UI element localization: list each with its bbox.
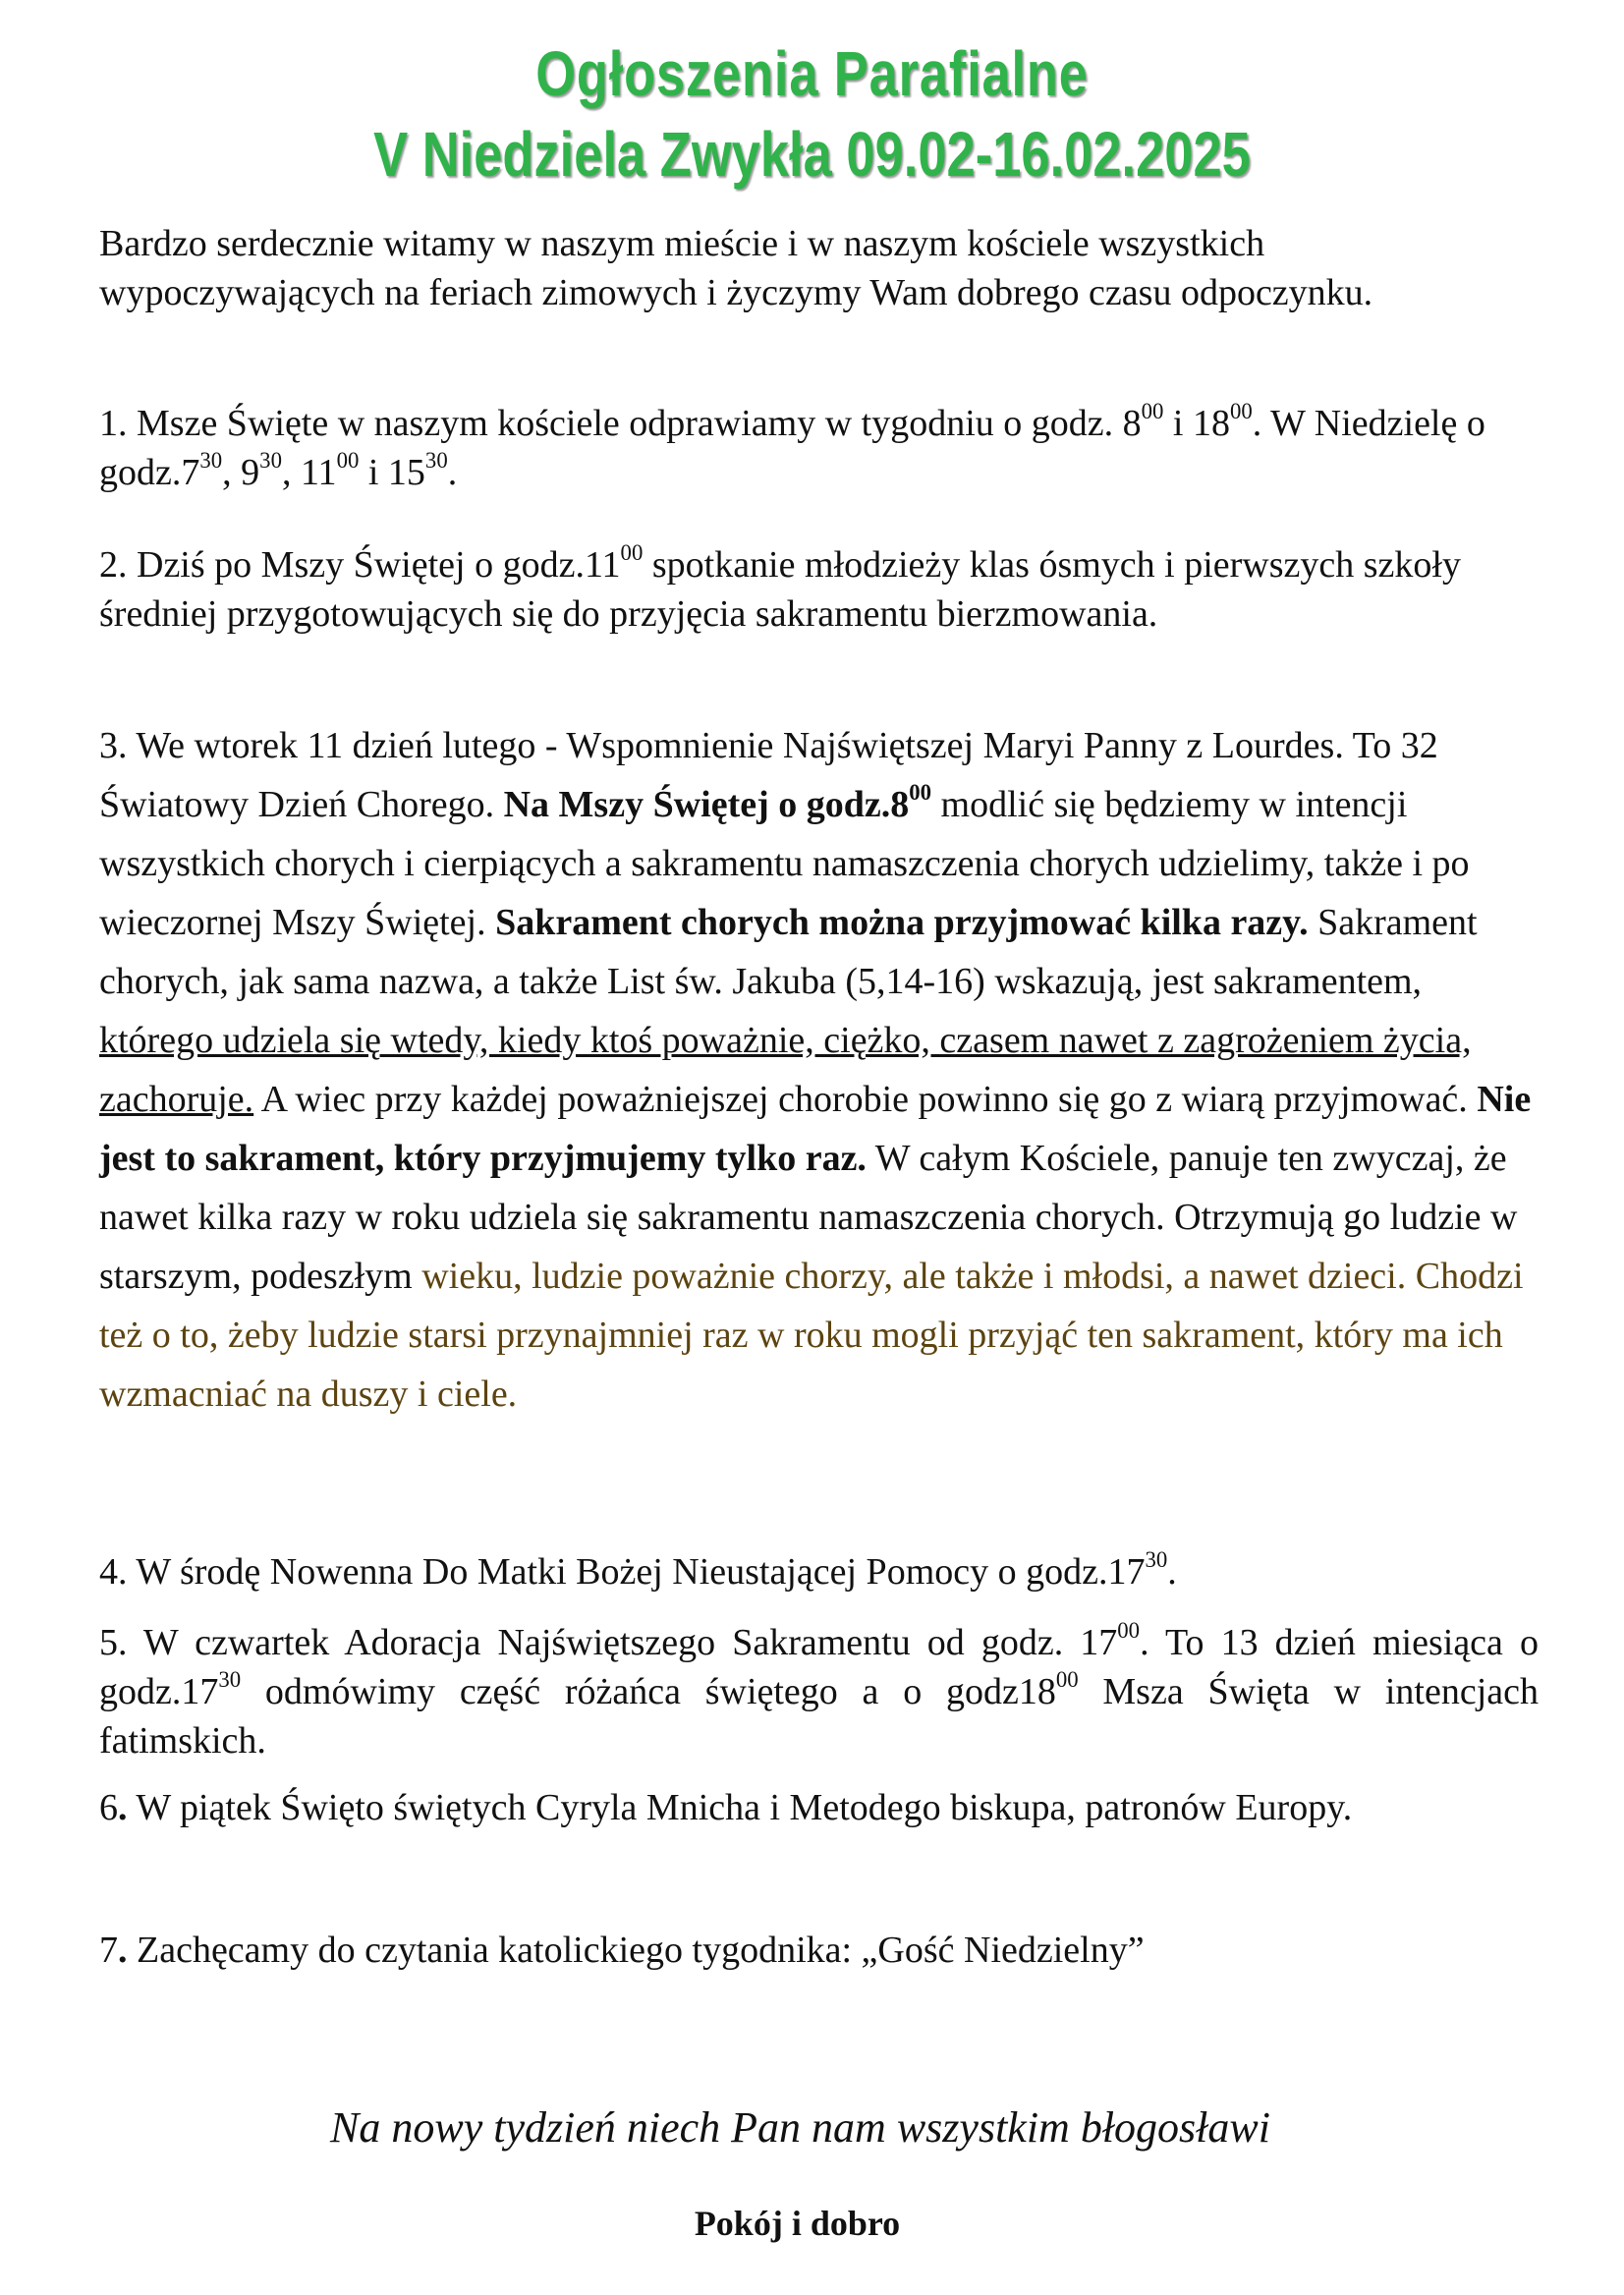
mass-highlight: Na Mszy Świętej o godz.8 <box>503 784 910 825</box>
announcement-2: 2. Dziś po Mszy Świętej o $godz.11^{00}$ spotkanie młodzieży klas ósmych i pierwszych szkoły średniej przygotowujących się do przyjęcia sakramentu bierzmowania. <box>99 539 1461 635</box>
announcement-7: 7. Zachęcamy do czytania katolickiego tygodnika: „Gość Niedzielny” <box>99 1930 1145 1971</box>
announcement-6: 6. W piątek Święto świętych Cyryla Mnicha i Metodego biskupa, patronów Europy. <box>99 1787 1353 1828</box>
announcement-1: 1. Msze Święte w naszym kościele odprawiamy w tygodniu o godz. $8^{00}$ i $18^{00}$. W Niedzielę o $godz.7^{30}$, $9^{30}$, $11^{00}$ i $15^{30}$. <box>99 398 1485 493</box>
closing-blessing: Na nowy tydzień niech Pan nam wszystkim błogosławi <box>330 2103 1270 2152</box>
underlined-text: którego udziela się wtedy, kiedy ktoś poważnie, ciężko, czasem nawet z zagrożeniem życia, zachoruje. <box>99 1020 1472 1120</box>
page-title: Ogłoszenia Parafialne <box>535 38 1089 109</box>
announcement-3: 3. We wtorek 11 dzień lutego - Wspomnienie Najświętszej Maryi Panny z Lourdes. To 32 Światowy Dzień Chorego. Na Mszy Świętej o $godz.8^{00}$ modlić się będziemy w intencji wszystkich chorych i cierpiących a sakramentu namaszczenia chorych udzielimy, także i po wieczornej Mszy Świętej. Sakrament chorych można przyjmować kilka razy. Sakrament chorych, jak sama nazwa, a także List św. Jakuba (5,14-16) wskazują, jest sakramentem, którego udziela się wtedy, kiedy ktoś poważnie, ciężko, czasem nawet z zagrożeniem życia, zachoruje. A wiec przy każdej poważniejszej chorobie powinno się go z wiarą przyjmować. Nie jest to sakrament, który przyjmujemy tylko raz. W całym Kościele, panuje ten zwyczaj, że nawet kilka razy w roku udziela się sakramentu namaszczenia chorych. Otrzymują go ludzie w starszym, podeszłym wieku, ludzie poważnie chorzy, ale także i młodsi, a nawet dzieci. Chodzi też o to, żeby ludzie starsi przynajmniej raz w roku mogli przyjąć ten sakrament, który ma ich wzmacniać na duszy i ciele. <box>99 725 1532 1415</box>
announcement-4: 4. W środę Nowenna Do Matki Bożej Nieustającej Pomocy o $godz.17^{30}$. <box>99 1546 1177 1593</box>
announcement-5: 5. W czwartek Adoracja Najświętszego Sakramentu od godz. $17^{00}$. To 13 dzień miesiąca o $godz.17^{30}$ odmówimy część różańca świętego a o $godz18^{00}$ Msza Święta w intencjach fatimskich. <box>99 1617 1539 1762</box>
sacrament-highlight: Sakrament chorych można przyjmować kilka razy. <box>495 902 1309 943</box>
page-subtitle: V Niedziela Zwykła 09.02-16.02.2025 <box>373 119 1251 190</box>
not-once-highlight: Nie jest to sakrament, który przyjmujemy tylko raz. <box>99 1079 1532 1179</box>
peace-greeting: Pokój i dobro <box>694 2204 901 2243</box>
brown-text: wieku, ludzie poważnie chorzy, ale także i młodsi, a nawet dzieci. Chodzi też o to, żeby ludzie starsi przynajmniej raz w roku mogli przyjąć ten sakrament, który ma ich wzmacniać na duszy i ciele. <box>99 1256 1524 1415</box>
intro-paragraph: Bardzo serdecznie witamy w naszym mieście i w naszym kościele wszystkich wypoczywających na feriach zimowych i życzymy Wam dobrego czasu odpoczynku. <box>99 223 1373 313</box>
